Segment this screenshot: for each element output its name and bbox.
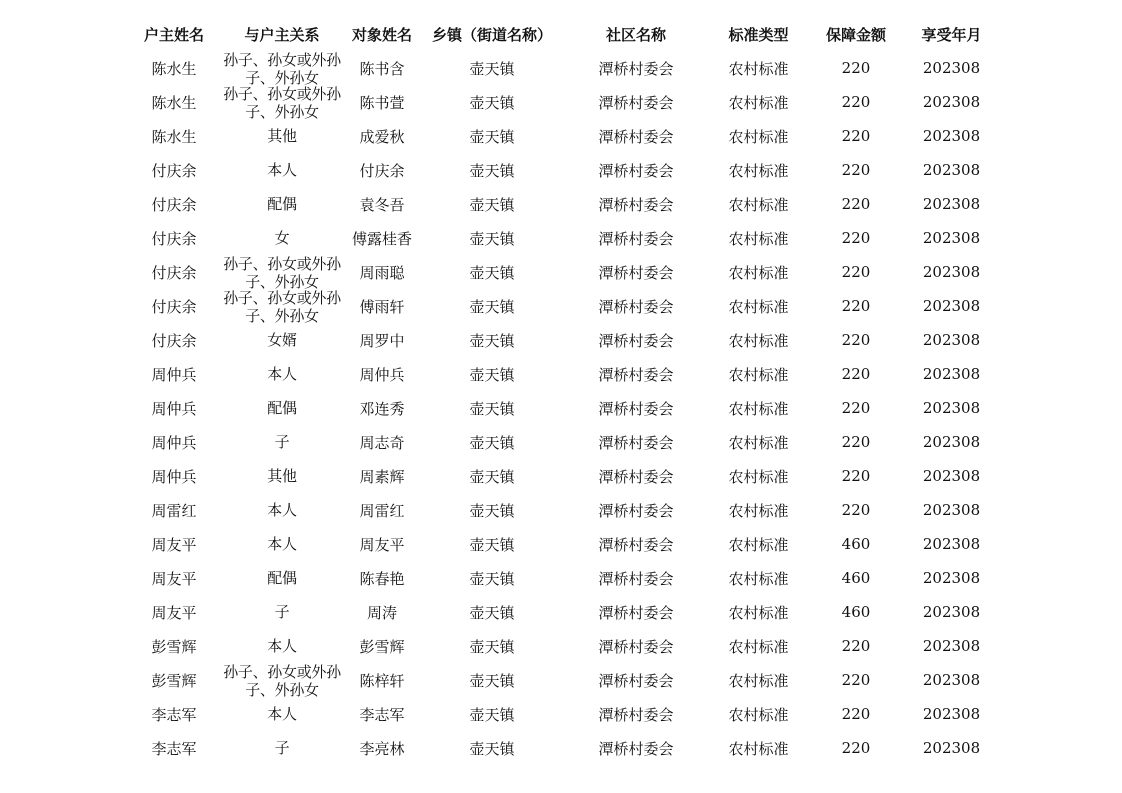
cell-community: 潭桥村委会 xyxy=(598,467,674,486)
table-row xyxy=(131,731,1003,765)
cell-period: 202308 xyxy=(922,637,981,655)
cell-period: 202308 xyxy=(922,263,981,281)
table-row xyxy=(131,459,1003,493)
table-row xyxy=(131,119,1003,153)
cell-household-head: 周仲兵 xyxy=(151,433,197,452)
cell-relation xyxy=(217,255,347,289)
cell-household-head: 彭雪辉 xyxy=(151,671,197,690)
cell-period: 202308 xyxy=(922,433,981,451)
subsidy-roster-table xyxy=(131,17,1003,765)
cell-amount: 460 xyxy=(841,603,871,621)
cell-person-name: 成爱秋 xyxy=(359,127,405,146)
relation-text: 孙子、孙女或外孙子、外孙女 xyxy=(223,663,341,697)
cell-person-name: 邓连秀 xyxy=(359,399,405,418)
cell-amount: 220 xyxy=(841,739,871,757)
cell-relation xyxy=(217,85,347,119)
relation-text: 其他 xyxy=(267,467,297,485)
relation-text: 本人 xyxy=(267,161,297,179)
cell-amount: 220 xyxy=(841,127,871,145)
cell-household-head: 李志军 xyxy=(151,739,197,758)
cell-period: 202308 xyxy=(922,93,981,111)
cell-standard-type: 农村标准 xyxy=(728,161,789,180)
cell-town: 壶天镇 xyxy=(469,93,515,112)
cell-town: 壶天镇 xyxy=(469,399,515,418)
cell-period: 202308 xyxy=(922,739,981,757)
cell-town: 壶天镇 xyxy=(469,127,515,146)
table-row xyxy=(131,697,1003,731)
cell-period: 202308 xyxy=(922,705,981,723)
cell-period: 202308 xyxy=(922,127,981,145)
cell-town: 壶天镇 xyxy=(469,297,515,316)
cell-period: 202308 xyxy=(922,603,981,621)
cell-person-name: 周志奇 xyxy=(359,433,405,452)
header-row xyxy=(131,17,1003,51)
cell-town: 壶天镇 xyxy=(469,161,515,180)
cell-relation xyxy=(217,51,347,85)
cell-amount: 460 xyxy=(841,535,871,553)
relation-text: 孙子、孙女或外孙子、外孙女 xyxy=(223,255,341,289)
table-row xyxy=(131,595,1003,629)
cell-standard-type: 农村标准 xyxy=(728,535,789,554)
cell-community: 潭桥村委会 xyxy=(598,127,674,146)
cell-standard-type: 农村标准 xyxy=(728,501,789,520)
cell-town: 壶天镇 xyxy=(469,501,515,520)
cell-town: 壶天镇 xyxy=(469,365,515,384)
cell-person-name: 周罗中 xyxy=(359,331,405,350)
cell-community: 潭桥村委会 xyxy=(598,365,674,384)
cell-amount: 220 xyxy=(841,263,871,281)
cell-household-head: 周仲兵 xyxy=(151,399,197,418)
relation-text: 本人 xyxy=(267,705,297,723)
table-row xyxy=(131,527,1003,561)
relation-text: 女婿 xyxy=(267,331,297,349)
relation-text: 女 xyxy=(274,229,290,247)
cell-standard-type: 农村标准 xyxy=(728,569,789,588)
relation-text: 本人 xyxy=(267,365,297,383)
cell-community: 潭桥村委会 xyxy=(598,331,674,350)
relation-text: 子 xyxy=(274,603,290,621)
cell-household-head: 付庆余 xyxy=(151,161,197,180)
header-town: 乡镇（街道名称） xyxy=(431,25,552,44)
cell-town: 壶天镇 xyxy=(469,569,515,588)
cell-period: 202308 xyxy=(922,229,981,247)
cell-standard-type: 农村标准 xyxy=(728,195,789,214)
cell-relation xyxy=(217,323,347,357)
relation-text: 配偶 xyxy=(267,399,297,417)
cell-standard-type: 农村标准 xyxy=(728,93,789,112)
cell-standard-type: 农村标准 xyxy=(728,399,789,418)
cell-household-head: 周友平 xyxy=(151,603,197,622)
table-row xyxy=(131,255,1003,289)
cell-relation xyxy=(217,425,347,459)
cell-community: 潭桥村委会 xyxy=(598,569,674,588)
cell-relation xyxy=(217,697,347,731)
cell-standard-type: 农村标准 xyxy=(728,467,789,486)
cell-household-head: 付庆余 xyxy=(151,195,197,214)
cell-household-head: 付庆余 xyxy=(151,331,197,350)
cell-standard-type: 农村标准 xyxy=(728,603,789,622)
cell-community: 潭桥村委会 xyxy=(598,59,674,78)
cell-relation xyxy=(217,595,347,629)
cell-town: 壶天镇 xyxy=(469,535,515,554)
cell-standard-type: 农村标准 xyxy=(728,637,789,656)
cell-town: 壶天镇 xyxy=(469,671,515,690)
cell-town: 壶天镇 xyxy=(469,739,515,758)
header-amount: 保障金额 xyxy=(825,25,886,44)
cell-community: 潭桥村委会 xyxy=(598,637,674,656)
table-row xyxy=(131,187,1003,221)
cell-amount: 460 xyxy=(841,569,871,587)
header-period: 享受年月 xyxy=(921,25,982,44)
header-standard-type: 标准类型 xyxy=(728,25,789,44)
cell-standard-type: 农村标准 xyxy=(728,331,789,350)
cell-household-head: 付庆余 xyxy=(151,263,197,282)
cell-community: 潭桥村委会 xyxy=(598,535,674,554)
cell-relation xyxy=(217,153,347,187)
cell-standard-type: 农村标准 xyxy=(728,263,789,282)
cell-period: 202308 xyxy=(922,535,981,553)
cell-relation xyxy=(217,663,347,697)
cell-community: 潭桥村委会 xyxy=(598,399,674,418)
table-row xyxy=(131,153,1003,187)
cell-household-head: 彭雪辉 xyxy=(151,637,197,656)
cell-community: 潭桥村委会 xyxy=(598,671,674,690)
table-row xyxy=(131,629,1003,663)
cell-amount: 220 xyxy=(841,297,871,315)
cell-community: 潭桥村委会 xyxy=(598,195,674,214)
cell-period: 202308 xyxy=(922,467,981,485)
relation-text: 子 xyxy=(274,739,290,757)
cell-town: 壶天镇 xyxy=(469,331,515,350)
cell-community: 潭桥村委会 xyxy=(598,739,674,758)
cell-relation xyxy=(217,493,347,527)
cell-person-name: 周友平 xyxy=(359,535,405,554)
cell-person-name: 周仲兵 xyxy=(359,365,405,384)
cell-standard-type: 农村标准 xyxy=(728,365,789,384)
cell-period: 202308 xyxy=(922,671,981,689)
cell-person-name: 陈春艳 xyxy=(359,569,405,588)
relation-text: 子 xyxy=(274,433,290,451)
cell-household-head: 周友平 xyxy=(151,535,197,554)
cell-community: 潭桥村委会 xyxy=(598,229,674,248)
cell-relation xyxy=(217,357,347,391)
cell-person-name: 李志军 xyxy=(359,705,405,724)
cell-relation xyxy=(217,289,347,323)
cell-relation xyxy=(217,119,347,153)
cell-period: 202308 xyxy=(922,297,981,315)
cell-period: 202308 xyxy=(922,365,981,383)
cell-person-name: 陈书萱 xyxy=(359,93,405,112)
cell-town: 壶天镇 xyxy=(469,705,515,724)
relation-text: 孙子、孙女或外孙子、外孙女 xyxy=(223,51,341,85)
cell-person-name: 陈书含 xyxy=(359,59,405,78)
cell-community: 潭桥村委会 xyxy=(598,263,674,282)
cell-period: 202308 xyxy=(922,501,981,519)
relation-text: 配偶 xyxy=(267,195,297,213)
cell-household-head: 陈水生 xyxy=(151,59,197,78)
cell-standard-type: 农村标准 xyxy=(728,671,789,690)
cell-standard-type: 农村标准 xyxy=(728,59,789,78)
cell-period: 202308 xyxy=(922,331,981,349)
cell-relation xyxy=(217,731,347,765)
cell-person-name: 李亮林 xyxy=(359,739,405,758)
cell-community: 潭桥村委会 xyxy=(598,297,674,316)
cell-relation xyxy=(217,391,347,425)
cell-household-head: 付庆余 xyxy=(151,229,197,248)
cell-amount: 220 xyxy=(841,433,871,451)
cell-period: 202308 xyxy=(922,59,981,77)
cell-household-head: 付庆余 xyxy=(151,297,197,316)
cell-person-name: 周涛 xyxy=(366,603,397,622)
cell-town: 壶天镇 xyxy=(469,603,515,622)
header-community: 社区名称 xyxy=(605,25,666,44)
cell-amount: 220 xyxy=(841,467,871,485)
cell-household-head: 周雷红 xyxy=(151,501,197,520)
cell-town: 壶天镇 xyxy=(469,59,515,78)
cell-town: 壶天镇 xyxy=(469,263,515,282)
table-row xyxy=(131,51,1003,85)
cell-amount: 220 xyxy=(841,671,871,689)
cell-relation xyxy=(217,561,347,595)
relation-text: 其他 xyxy=(267,127,297,145)
cell-person-name: 周素辉 xyxy=(359,467,405,486)
relation-text: 孙子、孙女或外孙子、外孙女 xyxy=(223,289,341,323)
cell-period: 202308 xyxy=(922,161,981,179)
cell-person-name: 袁冬吾 xyxy=(359,195,405,214)
cell-town: 壶天镇 xyxy=(469,195,515,214)
cell-relation xyxy=(217,459,347,493)
cell-standard-type: 农村标准 xyxy=(728,297,789,316)
table-row xyxy=(131,85,1003,119)
cell-town: 壶天镇 xyxy=(469,467,515,486)
cell-amount: 220 xyxy=(841,637,871,655)
cell-amount: 220 xyxy=(841,93,871,111)
relation-text: 配偶 xyxy=(267,569,297,587)
cell-amount: 220 xyxy=(841,161,871,179)
cell-amount: 220 xyxy=(841,365,871,383)
cell-amount: 220 xyxy=(841,705,871,723)
cell-relation xyxy=(217,221,347,255)
cell-person-name: 付庆余 xyxy=(359,161,405,180)
header-relation: 与户主关系 xyxy=(244,25,320,44)
cell-household-head: 周仲兵 xyxy=(151,467,197,486)
cell-town: 壶天镇 xyxy=(469,229,515,248)
cell-amount: 220 xyxy=(841,229,871,247)
cell-person-name: 周雷红 xyxy=(359,501,405,520)
cell-town: 壶天镇 xyxy=(469,637,515,656)
cell-household-head: 周仲兵 xyxy=(151,365,197,384)
table-row xyxy=(131,425,1003,459)
table-row xyxy=(131,561,1003,595)
cell-person-name: 彭雪辉 xyxy=(359,637,405,656)
cell-household-head: 李志军 xyxy=(151,705,197,724)
cell-standard-type: 农村标准 xyxy=(728,229,789,248)
cell-standard-type: 农村标准 xyxy=(728,739,789,758)
cell-standard-type: 农村标准 xyxy=(728,433,789,452)
cell-relation xyxy=(217,629,347,663)
cell-standard-type: 农村标准 xyxy=(728,705,789,724)
header-household-head: 户主姓名 xyxy=(143,25,204,44)
cell-amount: 220 xyxy=(841,195,871,213)
table-row xyxy=(131,493,1003,527)
cell-relation xyxy=(217,527,347,561)
cell-town: 壶天镇 xyxy=(469,433,515,452)
table-row xyxy=(131,357,1003,391)
cell-community: 潭桥村委会 xyxy=(598,603,674,622)
cell-community: 潭桥村委会 xyxy=(598,93,674,112)
cell-standard-type: 农村标准 xyxy=(728,127,789,146)
cell-community: 潭桥村委会 xyxy=(598,705,674,724)
relation-text: 孙子、孙女或外孙子、外孙女 xyxy=(223,85,341,119)
cell-community: 潭桥村委会 xyxy=(598,433,674,452)
table-row xyxy=(131,323,1003,357)
table-row xyxy=(131,289,1003,323)
relation-text: 本人 xyxy=(267,637,297,655)
cell-amount: 220 xyxy=(841,501,871,519)
cell-household-head: 陈水生 xyxy=(151,127,197,146)
cell-household-head: 陈水生 xyxy=(151,93,197,112)
cell-period: 202308 xyxy=(922,399,981,417)
cell-amount: 220 xyxy=(841,331,871,349)
cell-amount: 220 xyxy=(841,59,871,77)
cell-household-head: 周友平 xyxy=(151,569,197,588)
roster-body xyxy=(131,51,1003,765)
relation-text: 本人 xyxy=(267,535,297,553)
cell-period: 202308 xyxy=(922,569,981,587)
cell-amount: 220 xyxy=(841,399,871,417)
table-row xyxy=(131,663,1003,697)
table-row xyxy=(131,391,1003,425)
cell-period: 202308 xyxy=(922,195,981,213)
relation-text: 本人 xyxy=(267,501,297,519)
cell-community: 潭桥村委会 xyxy=(598,161,674,180)
cell-relation xyxy=(217,187,347,221)
cell-person-name: 傅雨轩 xyxy=(359,297,405,316)
header-person-name: 对象姓名 xyxy=(351,25,412,44)
cell-person-name: 周雨聪 xyxy=(359,263,405,282)
cell-person-name: 傅露桂香 xyxy=(351,229,412,248)
cell-community: 潭桥村委会 xyxy=(598,501,674,520)
cell-person-name: 陈梓轩 xyxy=(359,671,405,690)
table-row xyxy=(131,221,1003,255)
